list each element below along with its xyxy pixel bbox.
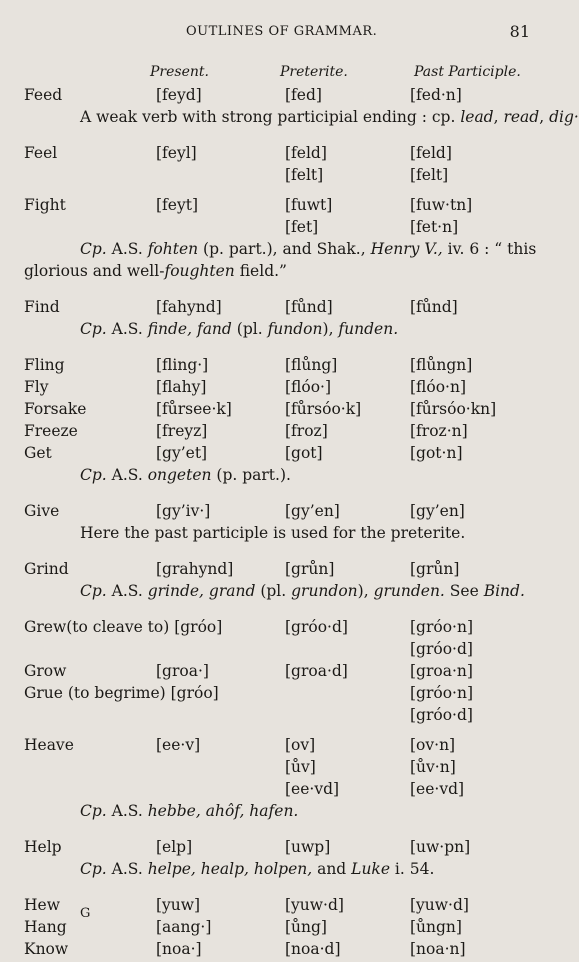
verb-row [0,560,560,582]
verb-row [0,86,560,108]
participle-form: [gróo·d] [410,706,473,724]
verb-row [0,422,560,444]
participle-form: [fet·n] [410,218,459,236]
group-spacer [0,604,560,618]
present-form: [grahynd] [156,560,234,578]
participle-form: [noa·n] [410,940,466,958]
verb-row [0,444,560,466]
participle-form: [felt] [410,166,449,184]
participle-form: [grůn] [410,560,460,578]
participle-form: [ůngn] [410,918,462,936]
verb-form: Fling [24,356,65,374]
verb-row [0,838,560,860]
col-present: Present. [150,64,209,80]
participle-form: [fuw·tn] [410,196,473,214]
etymology-note: Cp. A.S. fohten (p. part.), and Shak., Henry V., iv. 6 : “ this [80,240,537,258]
group-spacer [0,284,560,298]
etymology-note: Cp. A.S. grinde, grand (pl. grundon), grunden. See Bind. [80,582,525,600]
preterite-form: [flóo·] [285,378,332,396]
etymology-note: Cp. A.S. finde, fand (pl. fundon), funden. [80,320,399,338]
participle-form: [fůnd] [410,298,458,316]
preterite-form: [feld] [285,144,327,162]
participle-form: [froz·n] [410,422,468,440]
col-past-participle: Past Participle. [414,64,521,80]
present-form: [feyl] [156,144,197,162]
verb-form: Grind [24,560,69,578]
verb-form: Get [24,444,52,462]
verb-row [0,218,560,240]
preterite-form: [got] [285,444,323,462]
running-title: OUTLINES OF GRAMMAR. [186,24,378,39]
present-form: [gy’et] [156,444,208,462]
verb-form: Feel [24,144,58,162]
participle-form: [fůrsóo·kn] [410,400,497,418]
verb-form: Grew(to cleave to) [gróo] [24,618,223,636]
preterite-form: [gy’en] [285,502,340,520]
verb-row [0,662,560,684]
signature-mark: G [80,906,91,921]
preterite-form: [groa·d] [285,662,348,680]
etymology-note: Cp. A.S. helpe, healp, holpen, and Luke i. 54. [80,860,435,878]
present-form: [freyz] [156,422,208,440]
verb-row [0,400,560,422]
preterite-form: [froz] [285,422,328,440]
present-form: [elp] [156,838,193,856]
group-spacer [0,342,560,356]
present-form: [fahynd] [156,298,222,316]
present-form: [yuw] [156,896,201,914]
verb-form: Forsake [24,400,87,418]
participle-form: [gy’en] [410,502,465,520]
group-spacer [0,188,560,196]
preterite-form: [ův] [285,758,316,776]
group-spacer [0,546,560,560]
participle-form: [feld] [410,144,452,162]
verb-row [0,918,560,940]
group-spacer [0,130,560,144]
col-preterite: Preterite. [280,64,348,80]
present-form: [noa·] [156,940,202,958]
preterite-form: [uwp] [285,838,331,856]
verb-row [0,736,560,758]
etymology-note: Cp. A.S. hebbe, ahôf, hafen. [80,802,299,820]
verb-form: Grow [24,662,67,680]
verb-row [0,940,560,962]
preterite-form: [ůng] [285,918,327,936]
verb-form: Find [24,298,60,316]
participle-form: [ův·n] [410,758,456,776]
verb-row [0,502,560,524]
present-form: [groa·] [156,662,209,680]
verb-table [0,86,579,962]
verb-row [0,618,560,640]
participle-form: [gróo·n] [410,684,473,702]
verb-row [0,378,560,400]
participle-form: [fed·n] [410,86,462,104]
preterite-form: [fet] [285,218,319,236]
participle-form: [gróo·d] [410,640,473,658]
participle-form: [got·n] [410,444,463,462]
verb-form: Know [24,940,69,958]
verb-form: Hew [24,896,60,914]
running-header [0,24,560,44]
preterite-form: [grůn] [285,560,335,578]
preterite-form: [felt] [285,166,324,184]
preterite-form: [fůrsóo·k] [285,400,362,418]
verb-row [0,166,560,188]
group-spacer [0,728,560,736]
participle-form: [flóo·n] [410,378,467,396]
verb-form: Fight [24,196,66,214]
verb-form: Feed [24,86,63,104]
verb-row [0,144,560,166]
verb-row [0,356,560,378]
present-form: [flahy] [156,378,207,396]
group-spacer [0,488,560,502]
verb-row [0,706,560,728]
verb-row [0,684,560,706]
page-number: 81 [509,22,530,41]
verb-form: Grue (to begrime) [gróo] [24,684,219,702]
preterite-form: [fuwt] [285,196,333,214]
preterite-form: [yuw·d] [285,896,344,914]
group-spacer [0,882,560,896]
verb-row [0,298,560,320]
participle-form: [groa·n] [410,662,473,680]
preterite-form: [gróo·d] [285,618,348,636]
verb-row [0,758,560,780]
participle-form: [ov·n] [410,736,456,754]
preterite-form: [ee·vd] [285,780,340,798]
etymology-note: Here the past participle is used for the preterite. [80,524,466,542]
group-spacer [0,824,560,838]
present-form: [ee·v] [156,736,201,754]
verb-form: Hang [24,918,67,936]
participle-form: [yuw·d] [410,896,469,914]
participle-form: [flůngn] [410,356,473,374]
verb-row [0,640,560,662]
participle-form: [ee·vd] [410,780,465,798]
verb-row [0,196,560,218]
preterite-form: [noa·d] [285,940,341,958]
preterite-form: [fed] [285,86,322,104]
etymology-note: A weak verb with strong participial ending : cp. lead, read, dig· [80,108,579,126]
preterite-form: [ov] [285,736,316,754]
present-form: [fling·] [156,356,209,374]
present-form: [fůrsee·k] [156,400,232,418]
verb-form: Fly [24,378,49,396]
present-form: [feyt] [156,196,198,214]
preterite-form: [flůng] [285,356,338,374]
verb-form: Give [24,502,60,520]
verb-form: Heave [24,736,74,754]
etymology-note: glorious and well-foughten field.” [24,262,287,280]
present-form: [feyd] [156,86,202,104]
participle-form: [gróo·n] [410,618,473,636]
preterite-form: [fůnd] [285,298,333,316]
present-form: [gy’iv·] [156,502,211,520]
verb-form: Help [24,838,62,856]
participle-form: [uw·pn] [410,838,471,856]
verb-row [0,780,560,802]
present-form: [aang·] [156,918,212,936]
etymology-note: Cp. A.S. ongeten (p. part.). [80,466,291,484]
verb-form: Freeze [24,422,78,440]
